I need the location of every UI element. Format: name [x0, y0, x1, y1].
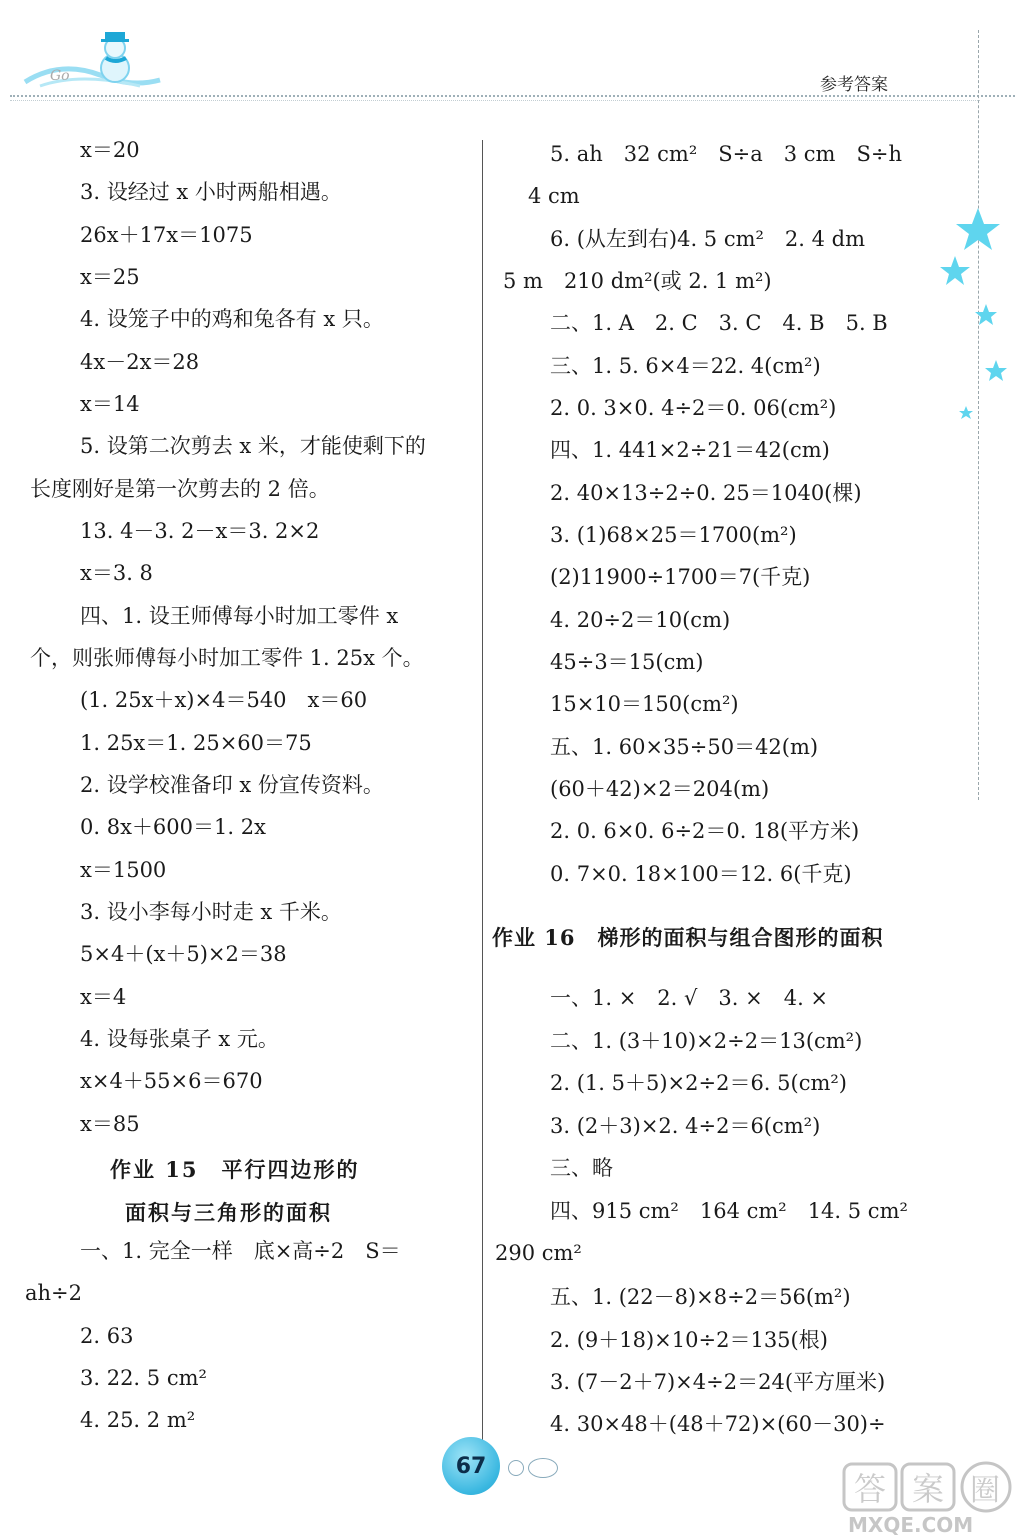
- snowman-decoration-icon: [20, 20, 170, 95]
- answer-line: (60＋42)×2＝204(m): [550, 777, 770, 801]
- answer-line: 0. 8x＋600＝1. 2x: [80, 815, 266, 839]
- answer-line: 45÷3＝15(cm): [550, 650, 704, 674]
- answer-line: 26x＋17x＝1075: [80, 223, 253, 247]
- header-rule-secondary: [10, 100, 980, 101]
- answer-line: x＝4: [80, 985, 127, 1009]
- section-heading: 作业 15 平行四边形的: [110, 1157, 360, 1182]
- answer-line: ah÷2: [25, 1281, 83, 1305]
- answer-line: x×4＋55×6＝670: [80, 1069, 263, 1093]
- answer-line: x＝85: [80, 1112, 140, 1136]
- answer-line: x＝3. 8: [80, 561, 153, 585]
- answer-line: 2. 设学校准备印 x 份宣传资料。: [80, 773, 384, 797]
- answer-line: 二、1. (3＋10)×2÷2＝13(cm²): [550, 1029, 863, 1053]
- answer-line: 四、1. 441×2÷21＝42(cm): [550, 438, 830, 462]
- answer-line: 二、1. A 2. C 3. C 4. B 5. B: [550, 311, 888, 335]
- answer-line: 290 cm²: [495, 1241, 582, 1265]
- answer-line: 长度刚好是第一次剪去的 2 倍。: [30, 477, 330, 501]
- answer-line: 0. 7×0. 18×100＝12. 6(千克): [550, 862, 852, 886]
- answer-line: 4x－2x＝28: [80, 350, 200, 374]
- column-divider: [482, 140, 483, 1440]
- answer-line: 3. (1)68×25＝1700(m²): [550, 523, 797, 547]
- answer-line: 4. 20÷2＝10(cm): [550, 608, 731, 632]
- section-heading: 面积与三角形的面积: [125, 1200, 332, 1225]
- answer-line: 5. ah 32 cm² S÷a 3 cm S÷h: [550, 142, 902, 166]
- circle-decoration-icon: [528, 1458, 558, 1478]
- answer-line: 三、略: [550, 1156, 613, 1180]
- answer-line: 3. (7－2＋7)×4÷2＝24(平方厘米): [550, 1370, 886, 1394]
- header-label: 参考答案: [820, 75, 888, 95]
- svg-text:Go: Go: [50, 68, 70, 84]
- answer-line: 5×4＋(x＋5)×2＝38: [80, 942, 287, 966]
- answer-line: 2. (9＋18)×10÷2＝135(根): [550, 1328, 828, 1352]
- answer-line: 6. (从左到右)4. 5 cm² 2. 4 dm: [550, 227, 866, 251]
- answer-line: 3. 设小李每小时走 x 千米。: [80, 900, 342, 924]
- answer-line: 5. 设第二次剪去 x 米，才能使剩下的: [80, 434, 426, 458]
- answer-line: 13. 4－3. 2－x＝3. 2×2: [80, 519, 320, 543]
- answer-line: 15×10＝150(cm²): [550, 692, 739, 716]
- section-heading: 作业 16 梯形的面积与组合图形的面积: [492, 925, 884, 950]
- answer-line: 一、1. 完全一样 底×高÷2 S＝: [80, 1239, 401, 1263]
- answer-line: 3. (2＋3)×2. 4÷2＝6(cm²): [550, 1114, 821, 1138]
- answer-line: 4. 30×48＋(48＋72)×(60－30)÷: [550, 1412, 886, 1436]
- answer-line: 1. 25x＝1. 25×60＝75: [80, 731, 312, 755]
- answer-line: 4. 设笼子中的鸡和兔各有 x 只。: [80, 307, 384, 331]
- page-number: 67: [442, 1437, 500, 1495]
- answer-line: 个，则张师傅每小时加工零件 1. 25x 个。: [30, 646, 424, 670]
- answer-line: 五、1. 60×35÷50＝42(m): [550, 735, 819, 759]
- answer-line: 一、1. × 2. √ 3. × 4. ×: [550, 986, 829, 1010]
- header-rule: [10, 95, 1015, 97]
- answer-line: 5 m 210 dm²(或 2. 1 m²): [503, 269, 772, 293]
- answer-line: 四、915 cm² 164 cm² 14. 5 cm²: [550, 1199, 908, 1223]
- answer-line: 4 cm: [528, 184, 580, 208]
- star-decoration-icon: [930, 200, 1020, 430]
- answer-line: 3. 设经过 x 小时两船相遇。: [80, 180, 342, 204]
- answer-line: 3. 22. 5 cm²: [80, 1366, 207, 1390]
- svg-text:圈: 圈: [970, 1473, 1000, 1508]
- answer-line: 2. 0. 6×0. 6÷2＝0. 18(平方米): [550, 819, 860, 843]
- answer-line: 四、1. 设王师傅每小时加工零件 x: [80, 604, 399, 628]
- answer-line: x＝25: [80, 265, 140, 289]
- answer-line: (2)11900÷1700＝7(千克): [550, 565, 811, 589]
- answer-line: 4. 25. 2 m²: [80, 1408, 196, 1432]
- answer-line: x＝20: [80, 138, 140, 162]
- watermark-logo: [840, 1460, 1020, 1536]
- answer-line: 2. (1. 5＋5)×2÷2＝6. 5(cm²): [550, 1071, 847, 1095]
- answer-line: 2. 63: [80, 1324, 134, 1348]
- answer-line: x＝1500: [80, 858, 167, 882]
- answer-line: 五、1. (22－8)×8÷2＝56(m²): [550, 1285, 851, 1309]
- answer-line: (1. 25x＋x)×4＝540 x＝60: [80, 688, 368, 712]
- answer-line: x＝14: [80, 392, 140, 416]
- answer-line: 三、1. 5. 6×4＝22. 4(cm²): [550, 354, 821, 378]
- svg-text:案: 案: [912, 1470, 945, 1508]
- svg-text:答: 答: [854, 1470, 887, 1508]
- circle-decoration-icon: [508, 1460, 524, 1476]
- svg-text:MXQE.COM: MXQE.COM: [848, 1513, 974, 1536]
- answer-line: 2. 40×13÷2÷0. 25＝1040(棵): [550, 481, 862, 505]
- answer-line: 4. 设每张桌子 x 元。: [80, 1027, 279, 1051]
- answer-line: 2. 0. 3×0. 4÷2＝0. 06(cm²): [550, 396, 837, 420]
